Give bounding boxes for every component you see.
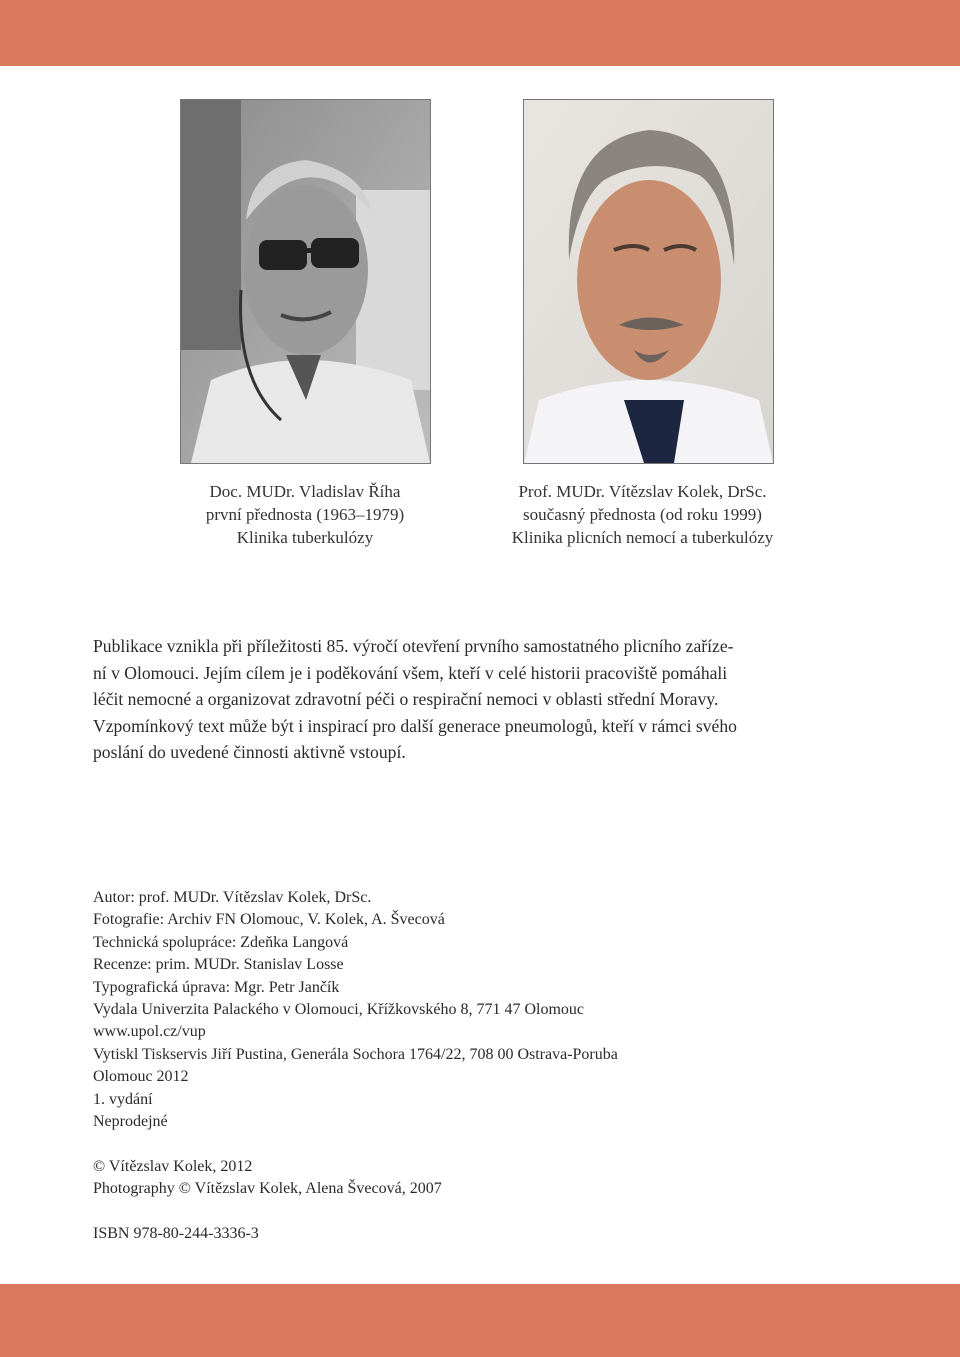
credit-edition: 1. vydání [93,1090,153,1108]
intro-paragraph [93,633,863,766]
caption-kolek [470,480,815,549]
intro-line: léčit nemocné a organizovat zdravotní péči o respirační nemoci v oblasti střední Moravy. [93,689,719,710]
caption-riha-clinic: Klinika tuberkulózy [236,528,374,547]
portrait-photo-riha [180,99,431,464]
credit-photography: Fotografie: Archiv FN Olomouc, V. Kolek, A. Švecová [93,911,445,929]
imprint-credits [93,887,873,1245]
intro-line: Publikace vznikla při příležitosti 85. výročí otevření prvního samostatného plicního zaříze- [93,636,734,656]
credit-typography: Typografická úprava: Mgr. Petr Jančík [93,978,340,996]
credit-printer: Vytiskl Tiskservis Jiří Pustina, Generála Sochora 1764/22, 708 00 Ostrava-Poruba [93,1045,618,1063]
intro-line: ní v Olomouci. Jejím cílem je i poděkování všem, kteří v celé historii pracoviště pomáhali [93,662,728,683]
portrait-photo-kolek [523,99,774,464]
caption-kolek-name: Prof. MUDr. Vítězslav Kolek, DrSc. [518,482,767,501]
portrait-riha-image [181,100,430,463]
credit-not-for-sale: Neprodejné [93,1112,168,1130]
credit-isbn: ISBN 978-80-244-3336-3 [93,1224,259,1242]
credit-place-year: Olomouc 2012 [93,1068,189,1086]
caption-riha-name: Doc. MUDr. Vladislav Říha [209,482,401,501]
top-color-band [0,0,960,66]
credit-author: Autor: prof. MUDr. Vítězslav Kolek, DrSc. [93,889,372,906]
credit-photo-copyright: Photography © Vítězslav Kolek, Alena Švecová, 2007 [93,1180,442,1198]
caption-kolek-role: současný přednosta (od roku 1999) [523,505,762,524]
spacer [93,1133,873,1155]
intro-line: poslání do uvedené činnosti aktivně vstoupí. [93,742,406,763]
spacer [93,1200,873,1222]
bottom-color-band [0,1284,960,1357]
credit-copyright: © Vítězslav Kolek, 2012 [93,1157,253,1175]
credit-publisher: Vydala Univerzita Palackého v Olomouci, Křížkovského 8, 771 47 Olomouc [93,1000,584,1018]
caption-riha [150,480,460,549]
credit-website: www.upol.cz/vup [93,1023,206,1041]
intro-line: Vzpomínkový text může být i inspirací pro další generace pneumologů, kteří v rámci svého [93,715,737,736]
credit-cooperation: Technická spolupráce: Zdeňka Langová [93,933,349,951]
caption-riha-role: první přednosta (1963–1979) [205,505,405,524]
credit-review: Recenze: prim. MUDr. Stanislav Losse [93,956,344,974]
portrait-kolek-image [524,100,773,463]
caption-kolek-clinic: Klinika plicních nemocí a tuberkulózy [511,528,774,547]
